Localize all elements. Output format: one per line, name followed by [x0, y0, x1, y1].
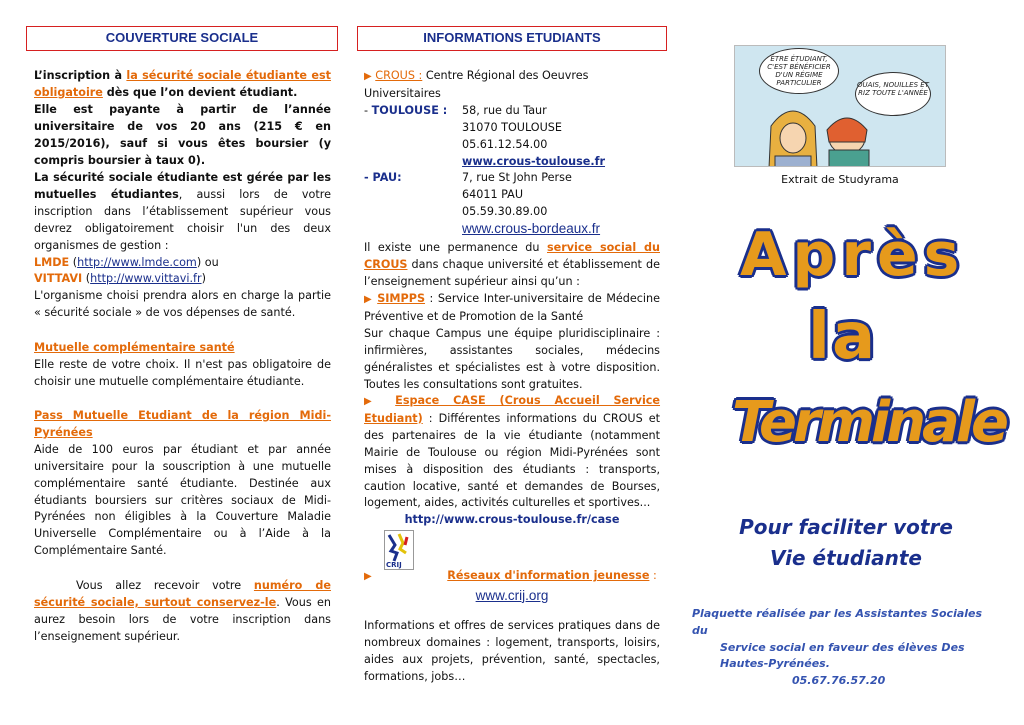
pau-phone: 05.59.30.89.00	[462, 205, 548, 219]
speech-bubble-1: ÊTRE ÉTUDIANT, C'EST BÉNÉFICIER D'UN RÉGIME PARTICULIER	[759, 48, 839, 94]
title-apres: Après	[740, 220, 966, 290]
numero-rest: . Vous en aurez besoin lors de votre inscription dans l’enseignement supérieur.	[34, 595, 331, 643]
crous-bordeaux-link[interactable]: www.crous-bordeaux.fr	[462, 221, 601, 237]
reseaux-block	[364, 568, 660, 605]
simpps-block	[364, 291, 660, 393]
service-social-link[interactable]: service social du CROUS	[364, 241, 660, 271]
crij-logo-text: CRIJ	[386, 561, 402, 569]
crous-case-link[interactable]: http://www.crous-toulouse.fr/case	[404, 513, 620, 527]
pau-street: 7, rue St John Perse	[462, 171, 572, 185]
arrow-right-icon: ▶	[364, 294, 373, 305]
intro-rest: dès que l’on devient étudiant.	[102, 85, 298, 99]
simpps-details: Sur chaque Campus une équipe pluridisciplinaire : infirmières, assistantes sociales, médecins généralistes et spécialistes est à votre disposition. Toutes les consultations sont gratuites.	[364, 326, 660, 391]
crous-text: Centre Régional des Oeuvres Universitaires	[364, 69, 589, 100]
pass-text: Aide de 100 euros par étudiant et par année universitaire pour la souscription à une mutuelle complémentaire santé étudiante. Destinée aux étudiants boursiers sur critères sociaux de Midi-Pyrénées non éligibles à la Couverture Maladie Universelle Complémentaire ou à l’Aide à la Complémentaire Santé.	[34, 442, 331, 558]
arrow-right-icon: ▶	[364, 396, 382, 407]
plaquette-line-1: Plaquette réalisée par les Assistantes Sociales du	[692, 607, 983, 637]
toulouse-label: TOULOUSE :	[371, 103, 448, 117]
lmde-link[interactable]: http://www.lmde.com	[77, 255, 197, 269]
subtitle-line-1: Pour faciliter votre	[739, 515, 953, 539]
cartoon-image	[734, 45, 946, 167]
organisme-text: L'organisme choisi prendra alors en charge la partie « sécurité sociale » de vos dépenses de santé.	[34, 289, 331, 320]
securite-sociale-link[interactable]: la sécurité sociale étudiante est obligatoire	[34, 69, 331, 99]
lmde-after: ) ou	[196, 255, 219, 269]
reseaux-label[interactable]: Réseaux d'information jeunesse	[447, 569, 650, 582]
mutuelle-title: Mutuelle complémentaire santé	[34, 341, 235, 354]
lmde-label: LMDE	[34, 255, 70, 269]
vittavi-link[interactable]: http://www.vittavi.fr	[90, 272, 202, 286]
numero-paragraph	[34, 578, 331, 646]
mutuelles-bold: La sécurité sociale étudiante est gérée par les mutuelles étudiantes	[34, 171, 331, 201]
pau-address: - PAU: 7, rue St John Perse 64011 PAU 05.59.30.89.00 www.crous-bordeaux.fr	[364, 171, 601, 237]
crous-block	[364, 68, 660, 238]
pass-title: Pass Mutuelle Etudiant de la région Midi-Pyrénées	[34, 409, 331, 439]
reseaux-colon: :	[649, 569, 657, 582]
numero-link: numéro de sécurité sociale, surtout conservez-le	[34, 579, 331, 609]
final-paragraph: Informations et offres de services pratiques dans de nombreux domaines : logement, transports, loisirs, aides aux projets, prévention, santé, spectacles, formations, jobs…	[364, 619, 660, 683]
toulouse-street: 58, rue du Taur	[462, 103, 547, 117]
mutuelle-section	[34, 340, 331, 391]
pau-label: PAU:	[372, 171, 402, 185]
arrow-right-icon: ▶	[364, 571, 372, 582]
subtitle	[736, 512, 956, 574]
mutuelle-text: Elle reste de votre choix. Il n'est pas obligatoire de choisir une mutuelle complémentaire étudiante.	[34, 357, 331, 388]
simpps-text: : Service Inter-universitaire de Médecine Préventive et de Promotion de la Santé	[364, 292, 660, 323]
title-terminale: Terminale	[732, 390, 1005, 455]
crij-logo	[384, 530, 414, 570]
permanence-lead: Il existe une permanence du	[364, 241, 547, 254]
subtitle-line-2: Vie étudiante	[770, 546, 922, 570]
vittavi-line: VITTAVI (http://www.vittavi.fr)	[34, 272, 206, 286]
pau-city: 64011 PAU	[462, 188, 524, 202]
intro-paragraph	[34, 68, 331, 169]
students-drawing	[735, 46, 946, 167]
toulouse-address: - TOULOUSE : 58, rue du Taur 31070 TOULOUSE 05.61.12.54.00 www.crous-toulouse.fr	[364, 103, 660, 171]
crij-link[interactable]: www.crij.org	[475, 587, 549, 603]
title-la: la	[808, 300, 878, 374]
toulouse-phone: 05.61.12.54.00	[462, 137, 548, 151]
numero-lead: Vous allez recevoir votre	[76, 579, 254, 592]
plaquette-line-3: Hautes-Pyrénées.	[720, 657, 830, 671]
case-text: : Différentes informations du CROUS et des partenaires de la vie étudiante (notamment Mairie de Toulouse ou région Midi-Pyrénées sont mises à disposition des étudiants : transports, caution locative, santé et demandes de Bourses, logement, aides, activités culturelles et sportives...	[364, 411, 660, 510]
phone-number: 05.67.76.57.20	[792, 674, 886, 688]
intro-fee-text: Elle est payante à partir de l’année universitaire de vos 20 ans (215 € en 2015/2016), sauf si vous êtes boursier (y compris boursier à taux 0).	[34, 102, 331, 167]
case-label[interactable]: Espace CASE (Crous Accueil Service Etudiant)	[364, 394, 661, 425]
plaquette-credits	[692, 606, 992, 690]
section-header-informations: INFORMATIONS ETUDIANTS	[357, 26, 667, 51]
crous-label[interactable]: CROUS :	[375, 69, 423, 82]
lmde-line: LMDE (http://www.lmde.com) ou	[34, 255, 219, 269]
pass-section	[34, 408, 331, 560]
arrow-right-icon: ▶	[364, 71, 372, 82]
mutuelles-rest: , aussi lors de votre inscription dans l’établissement supérieur vous devrez obligatoirement choisir l'un des deux organismes de gestion :	[34, 187, 331, 252]
plaquette-line-2: Service social en faveur des élèves Des	[720, 640, 965, 654]
mutuelles-paragraph	[34, 170, 331, 322]
intro-lead: L’inscription à	[34, 69, 127, 82]
permanence-paragraph	[364, 240, 660, 291]
cartoon-caption: Extrait de Studyrama	[781, 173, 899, 186]
section-header-couverture: COUVERTURE SOCIALE	[26, 26, 338, 51]
vittavi-label: VITTAVI	[34, 272, 83, 286]
permanence-rest: dans chaque université et établissement de l’enseignement supérieur ainsi qu’un :	[364, 257, 660, 288]
crous-toulouse-link[interactable]: www.crous-toulouse.fr	[462, 154, 606, 168]
case-block	[364, 393, 660, 529]
simpps-label[interactable]: SIMPPS	[377, 292, 426, 305]
speech-bubble-2: OUAIS, NOUILLES ET RIZ TOUTE L'ANNÉE	[855, 72, 931, 116]
toulouse-city: 31070 TOULOUSE	[462, 120, 562, 134]
